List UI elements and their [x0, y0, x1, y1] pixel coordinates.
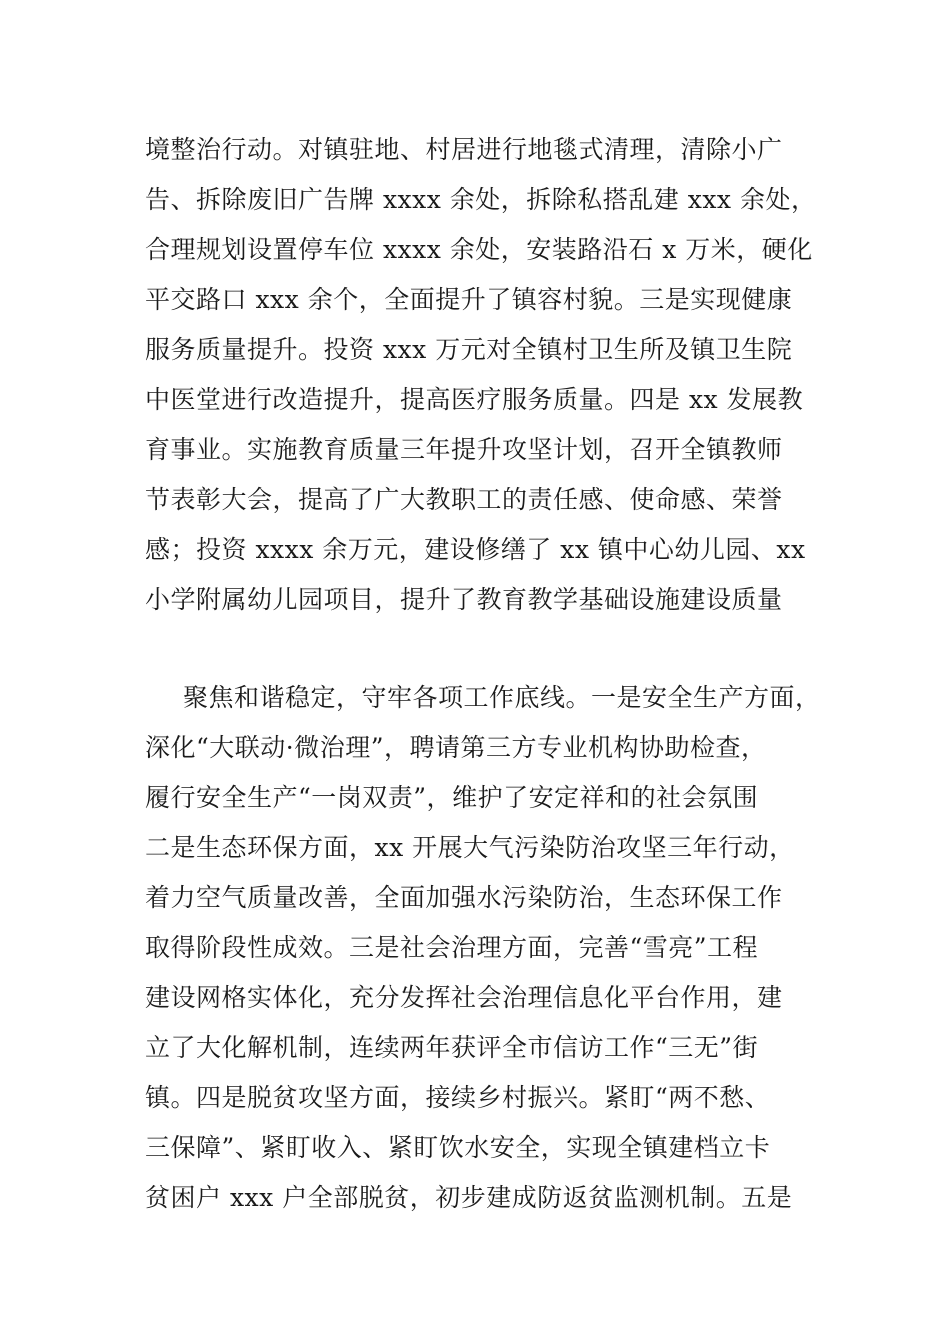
text-line: 着力空气质量改善，全面加强水污染防治，生态环保工作 — [145, 883, 783, 912]
text-line: 境整治行动。对镇驻地、村居进行地毯式清理，清除小广 — [145, 135, 783, 164]
text-line: 节表彰大会，提高了广大教职工的责任感、使命感、荣誉 — [145, 485, 783, 514]
text-line: 立了大化解机制，连续两年获评全市信访工作“三无”街 — [145, 1033, 759, 1062]
text-line: 告、拆除废旧广告牌 xxxx 余处，拆除私搭乱建 xxx 余处， — [145, 185, 817, 214]
text-line: 聚焦和谐稳定，守牢各项工作底线。一是安全生产方面， — [183, 683, 821, 712]
text-line: 平交路口 xxx 余个，全面提升了镇容村貌。三是实现健康 — [145, 285, 793, 314]
text-line: 感；投资 xxxx 余万元，建设修缮了 xx 镇中心幼儿园、xx — [145, 535, 806, 564]
text-line: 合理规划设置停车位 xxxx 余处，安装路沿石 x 万米，硬化 — [145, 235, 813, 264]
text-line: 履行安全生产“一岗双责”，维护了安定祥和的社会氛围 — [145, 783, 759, 812]
text-line: 服务质量提升。投资 xxx 万元对全镇村卫生所及镇卫生院 — [145, 335, 793, 364]
text-line: 取得阶段性成效。三是社会治理方面，完善“雪亮”工程 — [145, 933, 759, 962]
text-line: 小学附属幼儿园项目，提升了教育教学基础设施建设质量 — [145, 585, 783, 614]
text-line: 育事业。实施教育质量三年提升攻坚计划，召开全镇教师 — [145, 435, 783, 464]
text-line: 三保障”、紧盯收入、紧盯饮水安全，实现全镇建档立卡 — [145, 1133, 771, 1162]
text-line: 贫困户 xxx 户全部脱贫，初步建成防返贫监测机制。五是 — [145, 1183, 793, 1212]
text-line: 二是生态环保方面，xx 开展大气污染防治攻坚三年行动， — [145, 833, 795, 862]
text-line: 建设网格实体化，充分发挥社会治理信息化平台作用，建 — [145, 983, 783, 1012]
text-line: 中医堂进行改造提升，提高医疗服务质量。四是 xx 发展教 — [145, 385, 804, 414]
text-line: 深化“大联动·微治理”，聘请第三方专业机构协助检查， — [145, 733, 767, 762]
text-line: 镇。四是脱贫攻坚方面，接续乡村振兴。紧盯“两不愁、 — [145, 1083, 771, 1112]
